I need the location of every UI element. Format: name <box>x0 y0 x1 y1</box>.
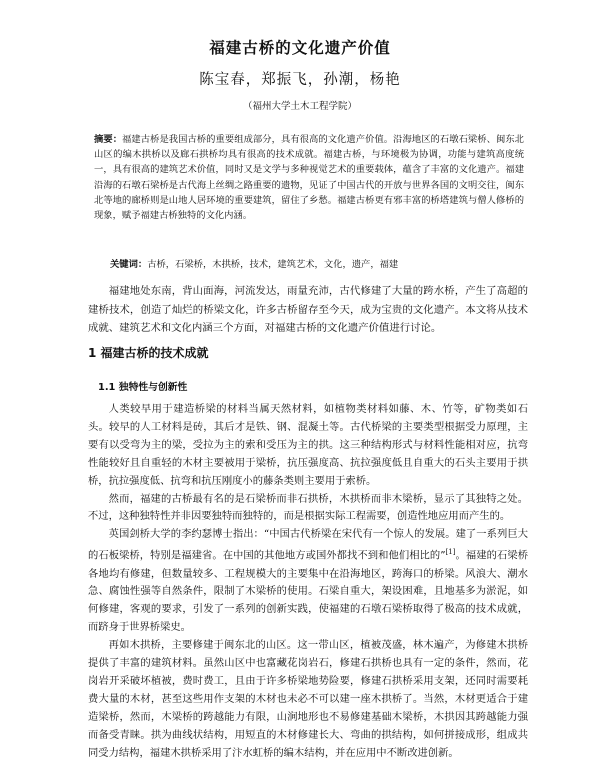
body-paragraph-1: 人类较早用于建造桥梁的材料当属天然材料，如植物类材料如藤、木、竹等，矿物类如石头。较早的人工材料是砖，其后才是铁、钢、混凝土等。古代桥梁的主要类型根据受力原理，主要有以受弯为主的梁，受拉为主的索和受压为主的拱。这三种结构形式与材料性能相对应，抗弯性能较好且自重轻的木材主要被用于梁桥，抗压强度高、抗拉强度低且自重大的石头主要用于拱桥，抗拉强度低、抗弯和抗压刚度小的藤条类则主要用于索桥。 <box>88 403 528 487</box>
section-heading: 1 福建古桥的技术成就 <box>88 346 209 360</box>
paragraph-3-rest: 。福建的石梁桥各地均有修建，但数量较多、工程规模大的主要集中在沿海地区，跨海口的桥梁。风浪大、潮水急、腐蚀性强等自然条件，限制了木梁桥的使用。石梁自重大，架设困难，且地基多为淤泥，如何修建，客观的要求，引发了一系列的创新实践，使福建的石墩石梁桥取得了极高的技术成就，而跻身于世界桥梁史。 <box>88 549 528 634</box>
keywords <box>110 256 530 270</box>
quote-text: 英国剑桥大学的李约瑟博士指出：“中国古代桥梁在宋代有一个惊人的发展。建了一系列巨大的石板梁桥，特别是福建省。在中国的其他地方或国外都找不到和他们相比的” <box>88 528 528 562</box>
author-list: 陈宝春，郑振飞，孙潮，杨艳 <box>199 72 401 88</box>
body-text <box>88 401 528 763</box>
intro-paragraph: 福建地处东南，背山面海，河流发达，雨量充沛，古代修建了大量的跨水桥，产生了高超的建桥技术，创造了灿烂的桥梁文化，许多古桥留存至今天，成为宝贵的文化遗产。本文将从技术成就、建筑艺术和文化内涵三个方面，对福建古桥的文化遗产价值进行讨论。 <box>88 285 528 334</box>
subsection-heading: 1.1 独特性与创新性 <box>98 382 188 393</box>
body-paragraph-4: 再如木拱桥，主要修建于闽东北的山区。这一带山区，植被茂盛，林木遍产，为修建木拱桥提供了丰富的建筑材料。虽然山区中也富藏花岗岩石，修建石拱桥也具有一定的条件，然而，花岗岩开采破坏植被，费时费工，且由于许多桥梁地势险要，修建石拱桥采用支架，还同时需要耗费大量的木材，甚至这些用作支架的木材也未必不可以建一座木拱桥了。当然，木材更适合于建造梁桥，然而，木梁桥的跨越能力有限，山涧地形也不易修建基础木梁桥，木拱因其跨越能力强而备受青睐。拱为曲线状结构，用短直的木材修建长大、弯曲的拱结构，如何拼接成形，组成共同受力结构，福建木拱桥采用了汴水虹桥的编木结构，并在应用中不断改进创新。 <box>88 639 528 759</box>
abstract-text: 福建古桥是我国古桥的重要组成部分，具有很高的文化遗产价值。沿海地区的石墩石梁桥、闽东北山区的编木拱桥以及廊石拱桥均具有很高的技术成就。福建古桥，与环境极为协调，功能与建筑高度统一，具有很高的建筑艺术价值，同时又是文学与多种视觉艺术的重要载体，蕴含了丰富的文化遗产。福建沿海的石墩石梁桥是古代海上丝绸之路重要的遗物，见证了中国古代的开放与世界各国的文明交往，闽东北等地的廊桥则是山地人居环境的重要建筑，留住了乡愁。福建古桥更有邪丰富的桥塔建筑与僧人修桥的现象，赋予福建古桥独特的文化内涵。 <box>94 134 524 222</box>
abstract-label: 摘要： <box>94 134 123 145</box>
keywords-text: 古桥，石梁桥，木拱桥，技术，建筑艺术，文化，遗产，福建 <box>147 259 399 270</box>
affiliation: （福州大学土木工程学院） <box>242 101 357 112</box>
body-paragraph-2: 然而，福建的古桥最有名的是石梁桥而非石拱桥，木拱桥而非木梁桥，显示了其独特之处。不过，这种独特性并非因要独特而独特的，而是根据实际工程需要，创造性地应用而产生的。 <box>88 492 528 523</box>
paper-title: 福建古桥的文化遗产价值 <box>209 39 391 57</box>
body-paragraph-3 <box>88 526 528 637</box>
introduction <box>88 282 528 338</box>
citation-ref: [1] <box>445 548 456 557</box>
keywords-label: 关键词： <box>110 259 148 270</box>
abstract <box>94 132 524 223</box>
